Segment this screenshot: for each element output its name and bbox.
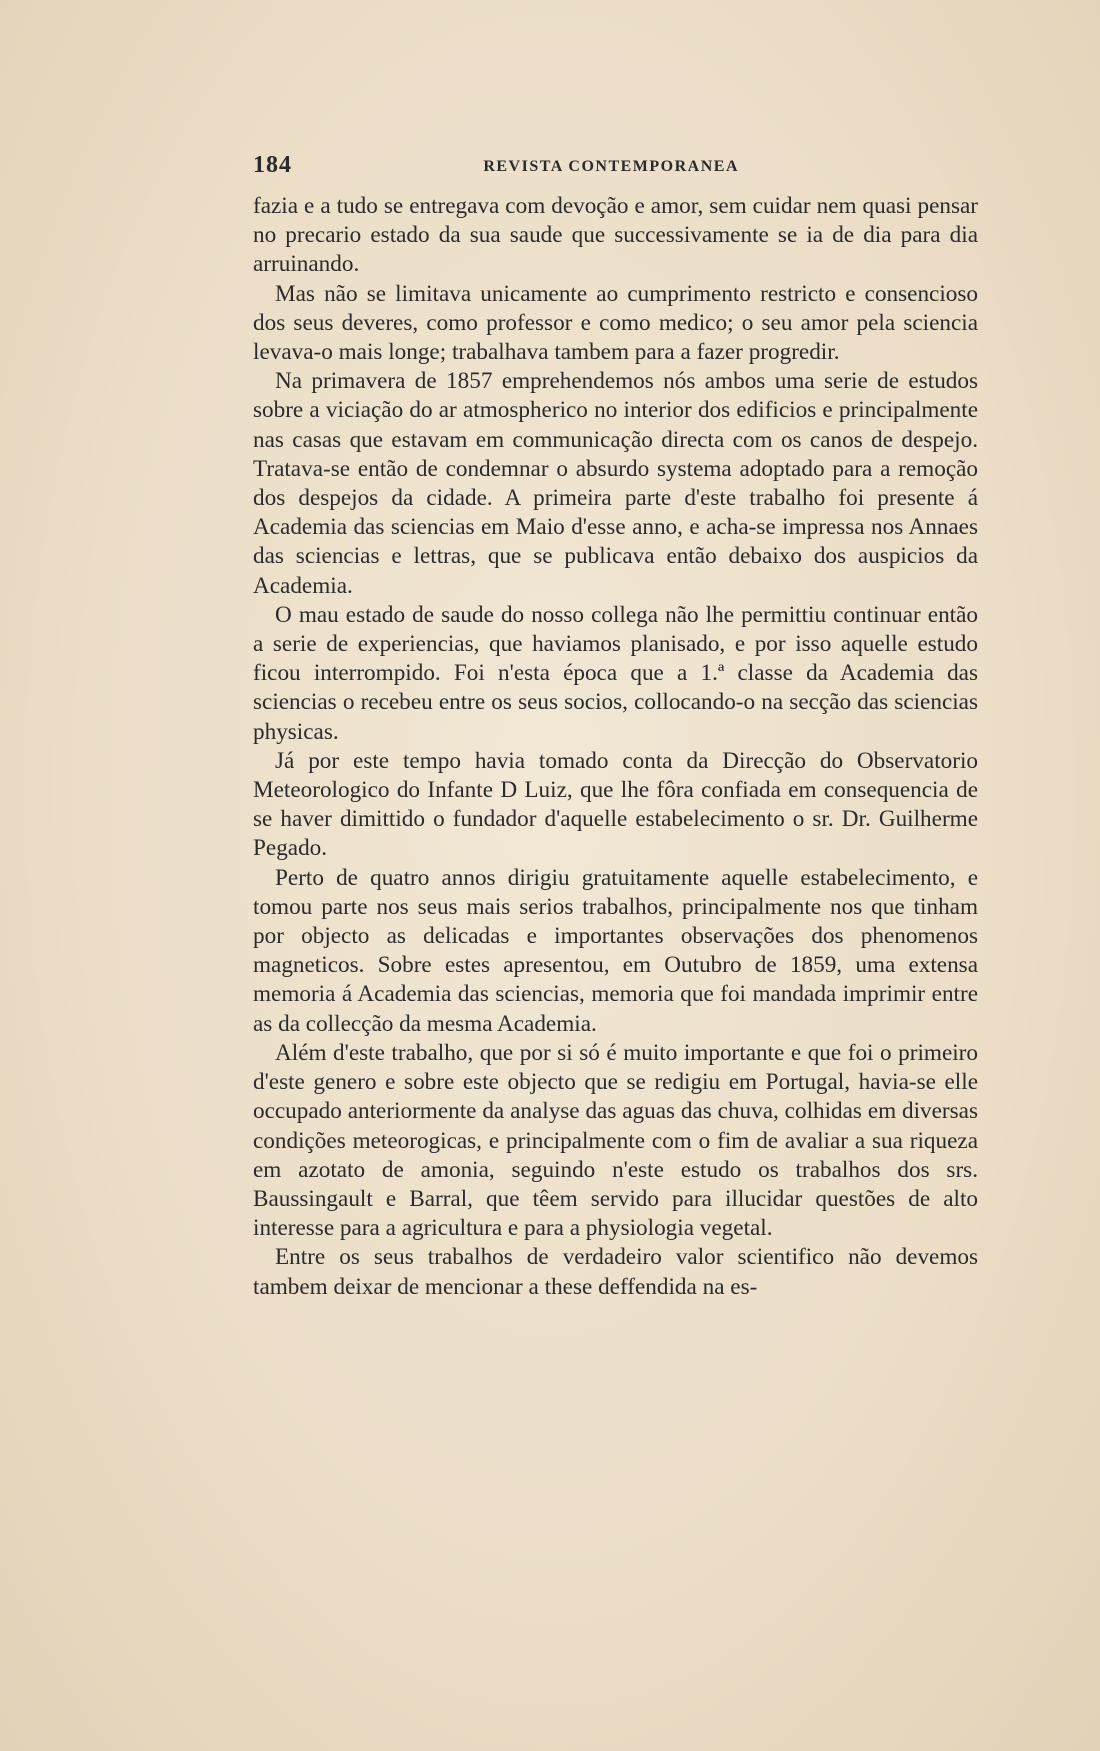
paragraph: fazia e a tudo se entregava com devoção e amor, sem cuidar nem quasi pensar no precario estado da sua saude que successivamente se ia de dia para dia arruinando. bbox=[253, 193, 978, 278]
running-head: REVISTA CONTEMPORANEA bbox=[483, 158, 739, 175]
paragraph: Já por este tempo havia tomado conta da Direcção do Observatorio Meteorologico do Infante D Luiz, que lhe fôra confiada em consequencia de se haver dimittido o fundador d'aquelle estabelecimento o sr. Dr. Guilherme Pegado. bbox=[253, 747, 978, 862]
page-header bbox=[253, 152, 739, 182]
page-number: 184 bbox=[253, 152, 292, 178]
paragraph: Mas não se limitava unicamente ao cumprimento restricto e consencioso dos seus deveres, como professor e como medico; o seu amor pela sciencia levava-o mais longe; trabalhava tambem para a fazer progredir. bbox=[253, 280, 978, 366]
paragraph: Entre os seus trabalhos de verdadeiro valor scientifico não devemos tambem deixar de mencionar a these deffendida na es- bbox=[253, 1244, 978, 1300]
paragraph: Na primavera de 1857 emprehendemos nós ambos uma serie de estudos sobre a viciação do ar atmospherico no interior dos edificios e principalmente nas casas que estavam em communicação directa com os canos de despejo. Tratava-se então de condemnar o absurdo systema adoptado para a remoção dos despejos da cidade. A primeira parte d'este trabalho foi presente á Academia das sciencias em Maio d'esse anno, e acha-se impressa nos Annaes das sciencias e lettras, que se publicava então debaixo dos auspicios da Academia. bbox=[253, 368, 978, 599]
body-text bbox=[253, 192, 978, 1302]
paragraph: O mau estado de saude do nosso collega não lhe permittiu continuar então a serie de experiencias, que haviamos planisado, e por isso aquelle estudo ficou interrompido. Foi n'esta época que a 1.ª classe da Academia das sciencias o recebeu entre os seus socios, collocando-o na secção das sciencias physicas. bbox=[253, 601, 978, 745]
paragraph: Além d'este trabalho, que por si só é muito importante e que foi o primeiro d'este genero e sobre este objecto que se redigiu em Portugal, havia-se elle occupado anteriormente da analyse das aguas das chuva, colhidas em diversas condições meteorogicas, e principalmente com o fim de avaliar a sua riqueza em azotato de amonia, seguindo n'este estudo os trabalhos dos srs. Baussingault e Barral, que têem servido para illucidar questões de alto interesse para a agricultura e para a physiologia vegetal. bbox=[253, 1039, 978, 1242]
paragraph: Perto de quatro annos dirigiu gratuitamente aquelle estabelecimento, e tomou parte nos seus mais serios trabalhos, principalmente nos que tinham por objecto as delicadas e importantes observações dos phenomenos magneticos. Sobre estes apresentou, em Outubro de 1859, uma extensa memoria á Academia das sciencias, memoria que foi mandada imprimir entre as da collecção da mesma Academia. bbox=[253, 864, 978, 1037]
